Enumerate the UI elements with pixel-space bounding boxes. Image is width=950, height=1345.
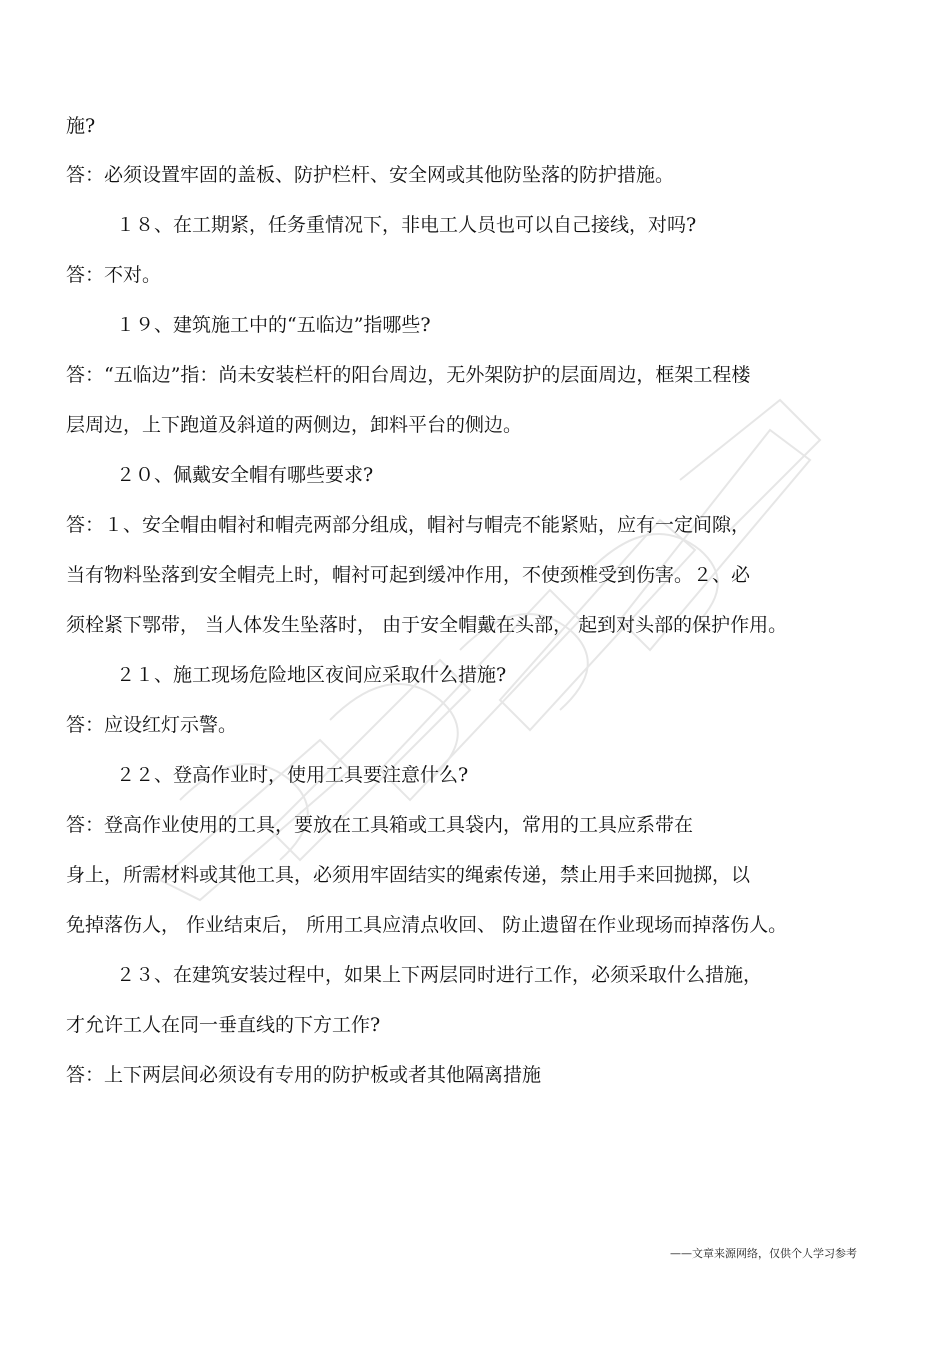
answer-line: 答：１、安全帽由帽衬和帽壳两部分组成，帽衬与帽壳不能紧贴，应有一定间隙， bbox=[66, 514, 751, 536]
question-line: ２１、施工现场危险地区夜间应采取什么措施? bbox=[116, 664, 507, 686]
answer-line: 答：不对。 bbox=[66, 264, 162, 286]
question-line: １８、在工期紧，任务重情况下，非电工人员也可以自己接线，对吗? bbox=[116, 214, 697, 236]
question-line: １９、建筑施工中的“五临边”指哪些? bbox=[116, 314, 431, 336]
footer-note: ——文章来源网络，仅供个人学习参考 bbox=[670, 1247, 857, 1260]
answer-line: 答：“五临边”指：尚未安装栏杆的阳台周边，无外架防护的层面周边，框架工程楼 bbox=[66, 364, 751, 386]
text-line: 施? bbox=[66, 115, 96, 137]
question-line: ２０、佩戴安全帽有哪些要求? bbox=[116, 464, 374, 486]
answer-line: 答：必须设置牢固的盖板、防护栏杆、安全网或其他防坠落的防护措施。 bbox=[66, 164, 675, 186]
text-line: 层周边，上下跑道及斜道的两侧边，卸料平台的侧边。 bbox=[66, 414, 523, 436]
text-line: 须栓紧下鄂带， 当人体发生坠落时， 由于安全帽戴在头部， 起到对头部的保护作用。 bbox=[66, 614, 788, 636]
answer-line: 答：上下两层间必须设有专用的防护板或者其他隔离措施 bbox=[66, 1064, 542, 1086]
answer-line: 答：应设红灯示警。 bbox=[66, 714, 238, 736]
answer-line: 答：登高作业使用的工具，要放在工具箱或工具袋内，常用的工具应系带在 bbox=[66, 814, 694, 836]
text-line: 当有物料坠落到安全帽壳上时，帽衬可起到缓冲作用，不使颈椎受到伤害。２、必 bbox=[66, 564, 751, 586]
text-line: 免掉落伤人， 作业结束后， 所用工具应清点收回、 防止遗留在作业现场而掉落伤人。 bbox=[66, 914, 788, 936]
text-line: 才允许工人在同一垂直线的下方工作? bbox=[66, 1014, 381, 1036]
text-line: 身上，所需材料或其他工具，必须用牢固结实的绳索传递，禁止用手来回抛掷，以 bbox=[66, 864, 751, 886]
question-line: ２３、在建筑安装过程中，如果上下两层同时进行工作，必须采取什么措施， bbox=[116, 964, 763, 986]
question-line: ２２、登高作业时，使用工具要注意什么? bbox=[116, 764, 469, 786]
